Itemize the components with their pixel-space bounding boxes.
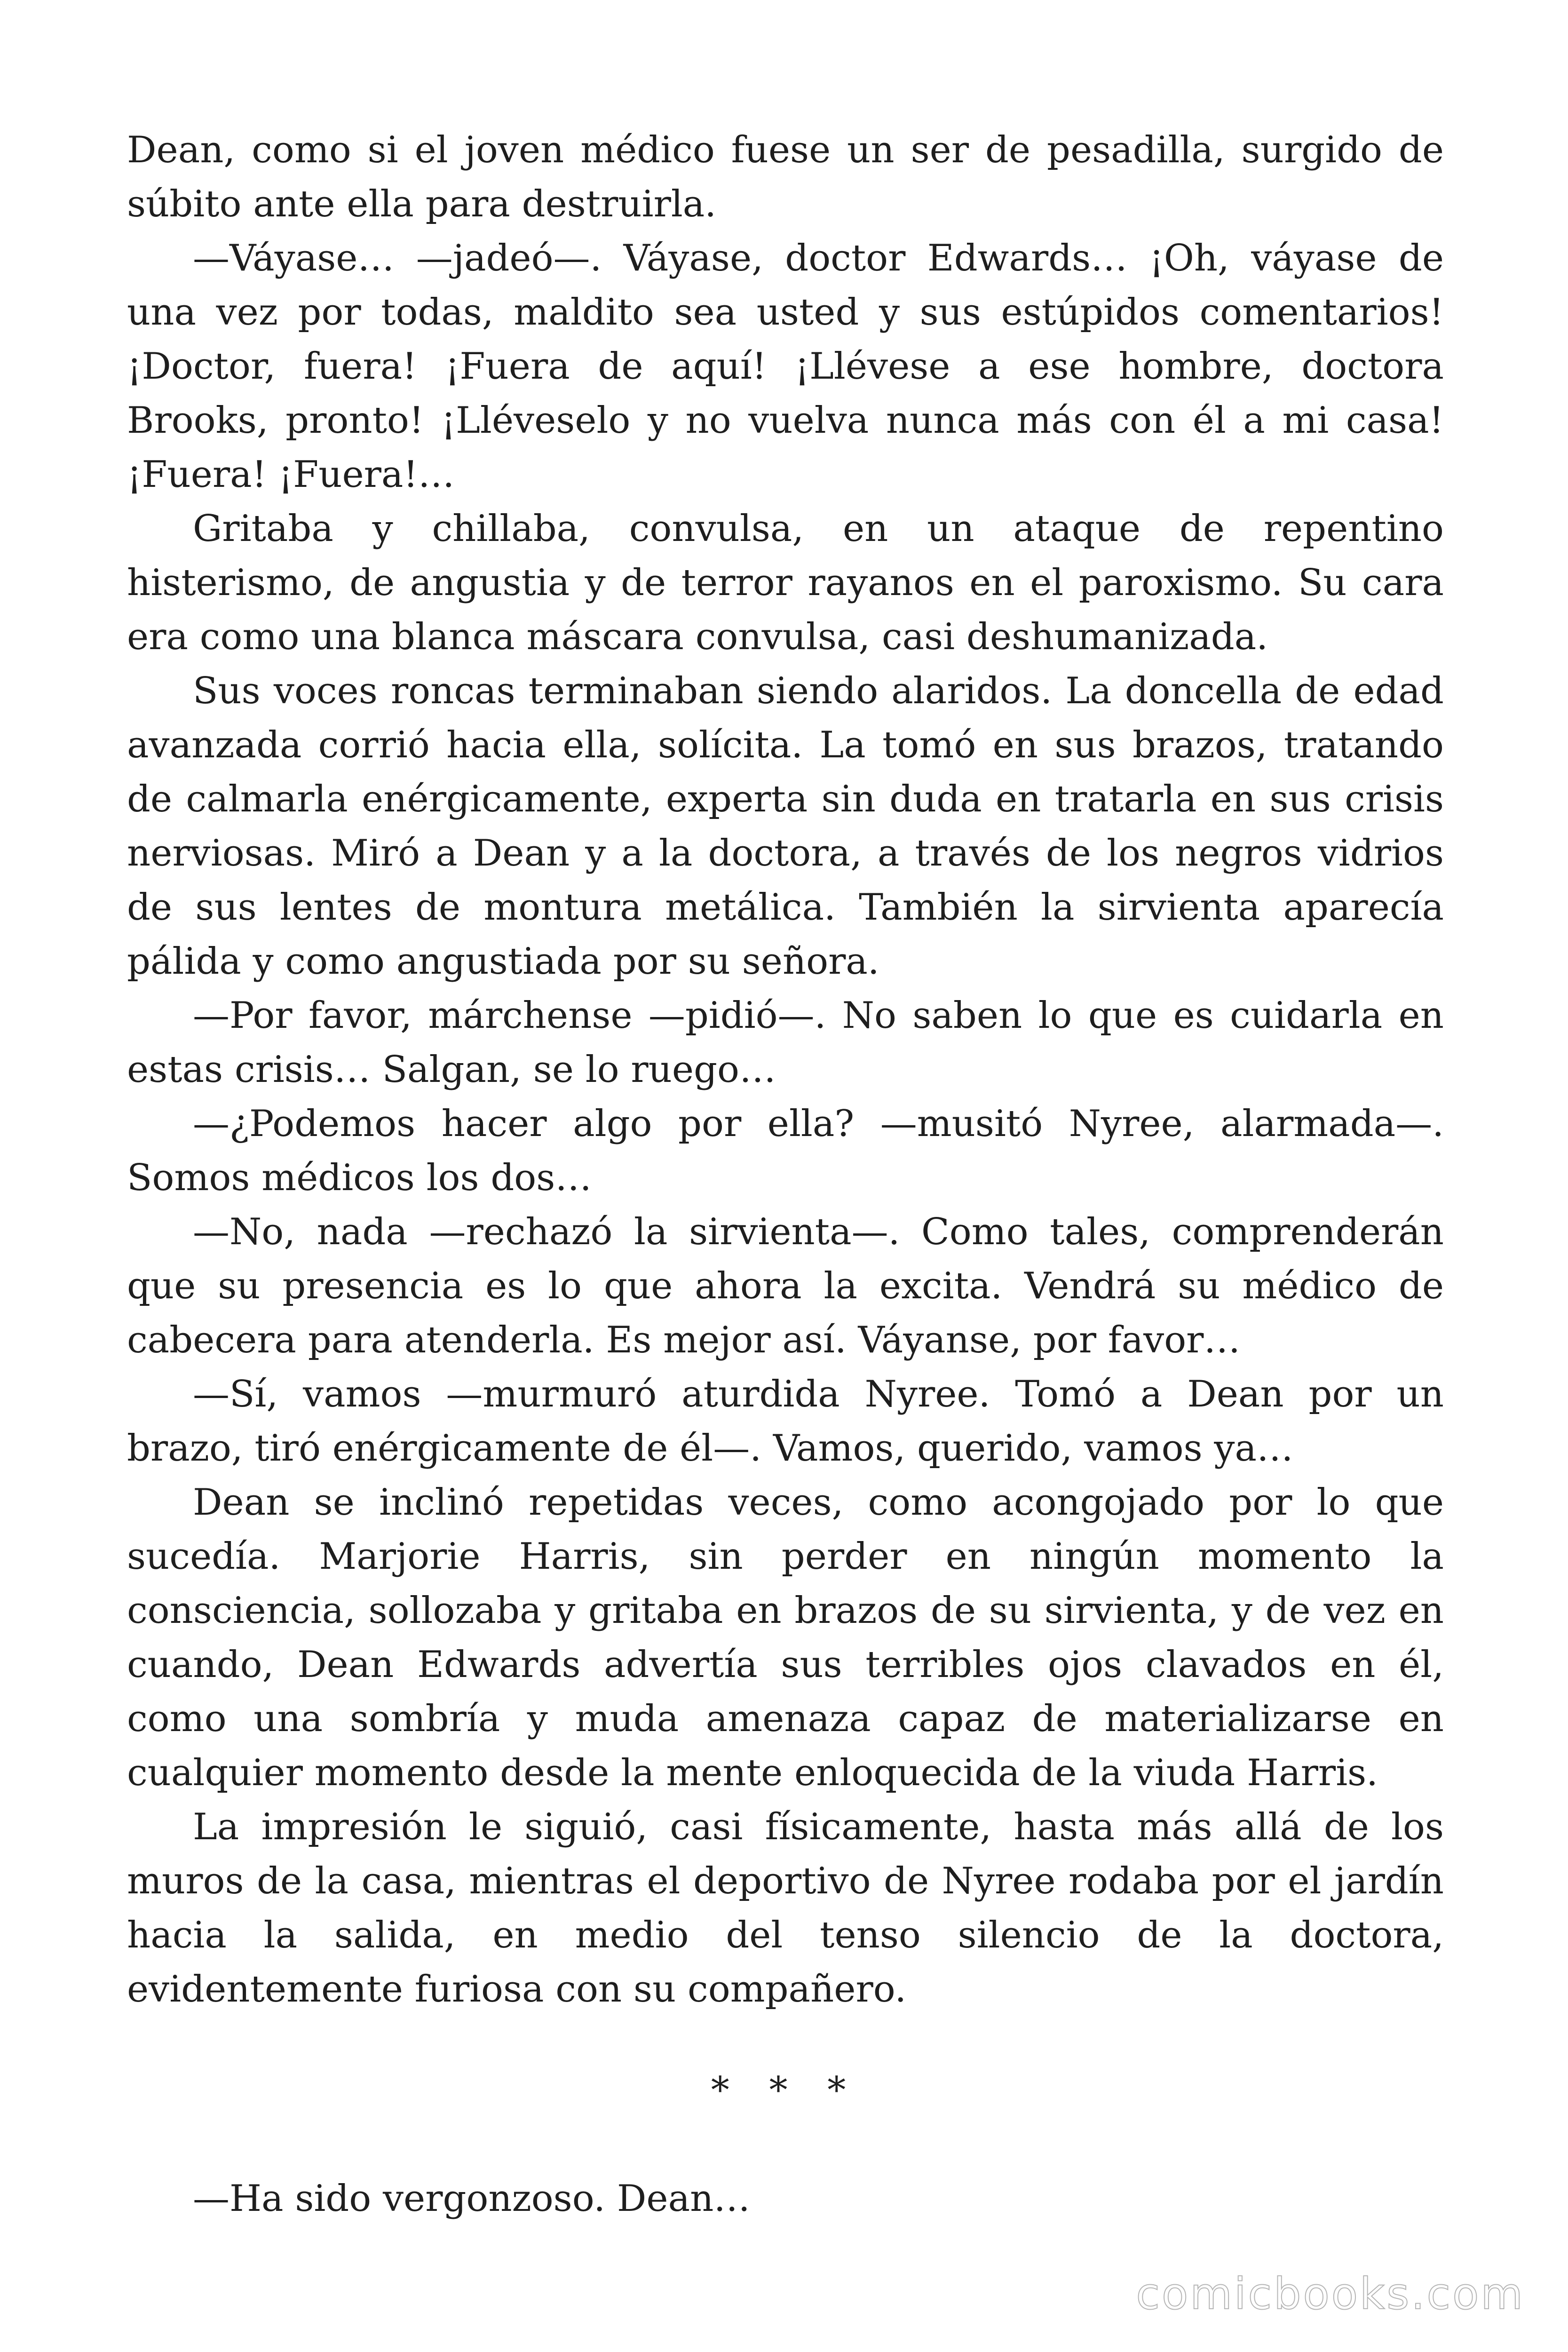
paragraph: —Sí, vamos —murmuró aturdida Nyree. Tomó a Dean por un brazo, tiró enérgicamente de él—. Vamos, querido, vamos ya… — [127, 1373, 1444, 1470]
paragraph: —Váyase… —jadeó—. Váyase, doctor Edwards… ¡Oh, váyase de una vez por todas, maldito sea usted y sus estúpidos comentarios! ¡Doctor, fuera! ¡Fuera de aquí! ¡Llévese a ese hombre, doctora Brooks, pronto! ¡Lléveselo y no vuelva nunca más con él a mi casa! ¡Fuera! ¡Fuera!… — [127, 237, 1444, 496]
paragraph: La impresión le siguió, casi físicamente, hasta más allá de los muros de la casa, mientras el deportivo de Nyree rodaba por el jardín hacia la salida, en medio del tenso silencio de la doctora, evidentemente furiosa con su compañero. — [127, 1806, 1444, 2010]
watermark: comicbooks.com — [1136, 2269, 1525, 2319]
paragraph: Sus voces roncas terminaban siendo alaridos. La doncella de edad avanzada corrió hacia ella, solícita. La tomó en sus brazos, tratando de calmarla enérgicamente, experta sin duda en tratarla en sus crisis nerviosas. Miró a Dean y a la doctora, a través de los negros vidrios de sus lentes de montura metálica. También la sirvienta aparecía pálida y como angustiada por su señora. — [127, 670, 1444, 983]
paragraph: —No, nada —rechazó la sirvienta—. Como tales, comprenderán que su presencia es lo que ahora la excita. Vendrá su médico de cabecera para atenderla. Es mejor así. Váyanse, por favor… — [127, 1211, 1444, 1361]
paragraph: Gritaba y chillaba, convulsa, en un ataque de repentino histerismo, de angustia y de terror rayanos en el paroxismo. Su cara era como una blanca máscara convulsa, casi deshumanizada. — [127, 508, 1444, 658]
paragraph: —Por favor, márchense —pidió—. No saben lo que es cuidarla en estas crisis… Salgan, se lo ruego… — [127, 994, 1444, 1091]
paragraph: —Ha sido vergonzoso. Dean… — [193, 2177, 751, 2220]
scene-separator: * * * — [711, 2069, 860, 2112]
paragraph: —¿Podemos hacer algo por ella? —musitó Nyree, alarmada—. Somos médicos los dos… — [127, 1103, 1444, 1199]
paragraph: Dean, como si el joven médico fuese un ser de pesadilla, surgido de súbito ante ella para destruirla. — [127, 129, 1444, 225]
book-page — [127, 123, 1444, 2226]
paragraph: Dean se inclinó repetidas veces, como acongojado por lo que sucedía. Marjorie Harris, sin perder en ningún momento la consciencia, sollozaba y gritaba en brazos de su sirvienta, y de vez en cuando, Dean Edwards advertía sus terribles ojos clavados en él, como una sombría y muda amenaza capaz de materializarse en cualquier momento desde la mente enloquecida de la viuda Harris. — [127, 1481, 1444, 1794]
